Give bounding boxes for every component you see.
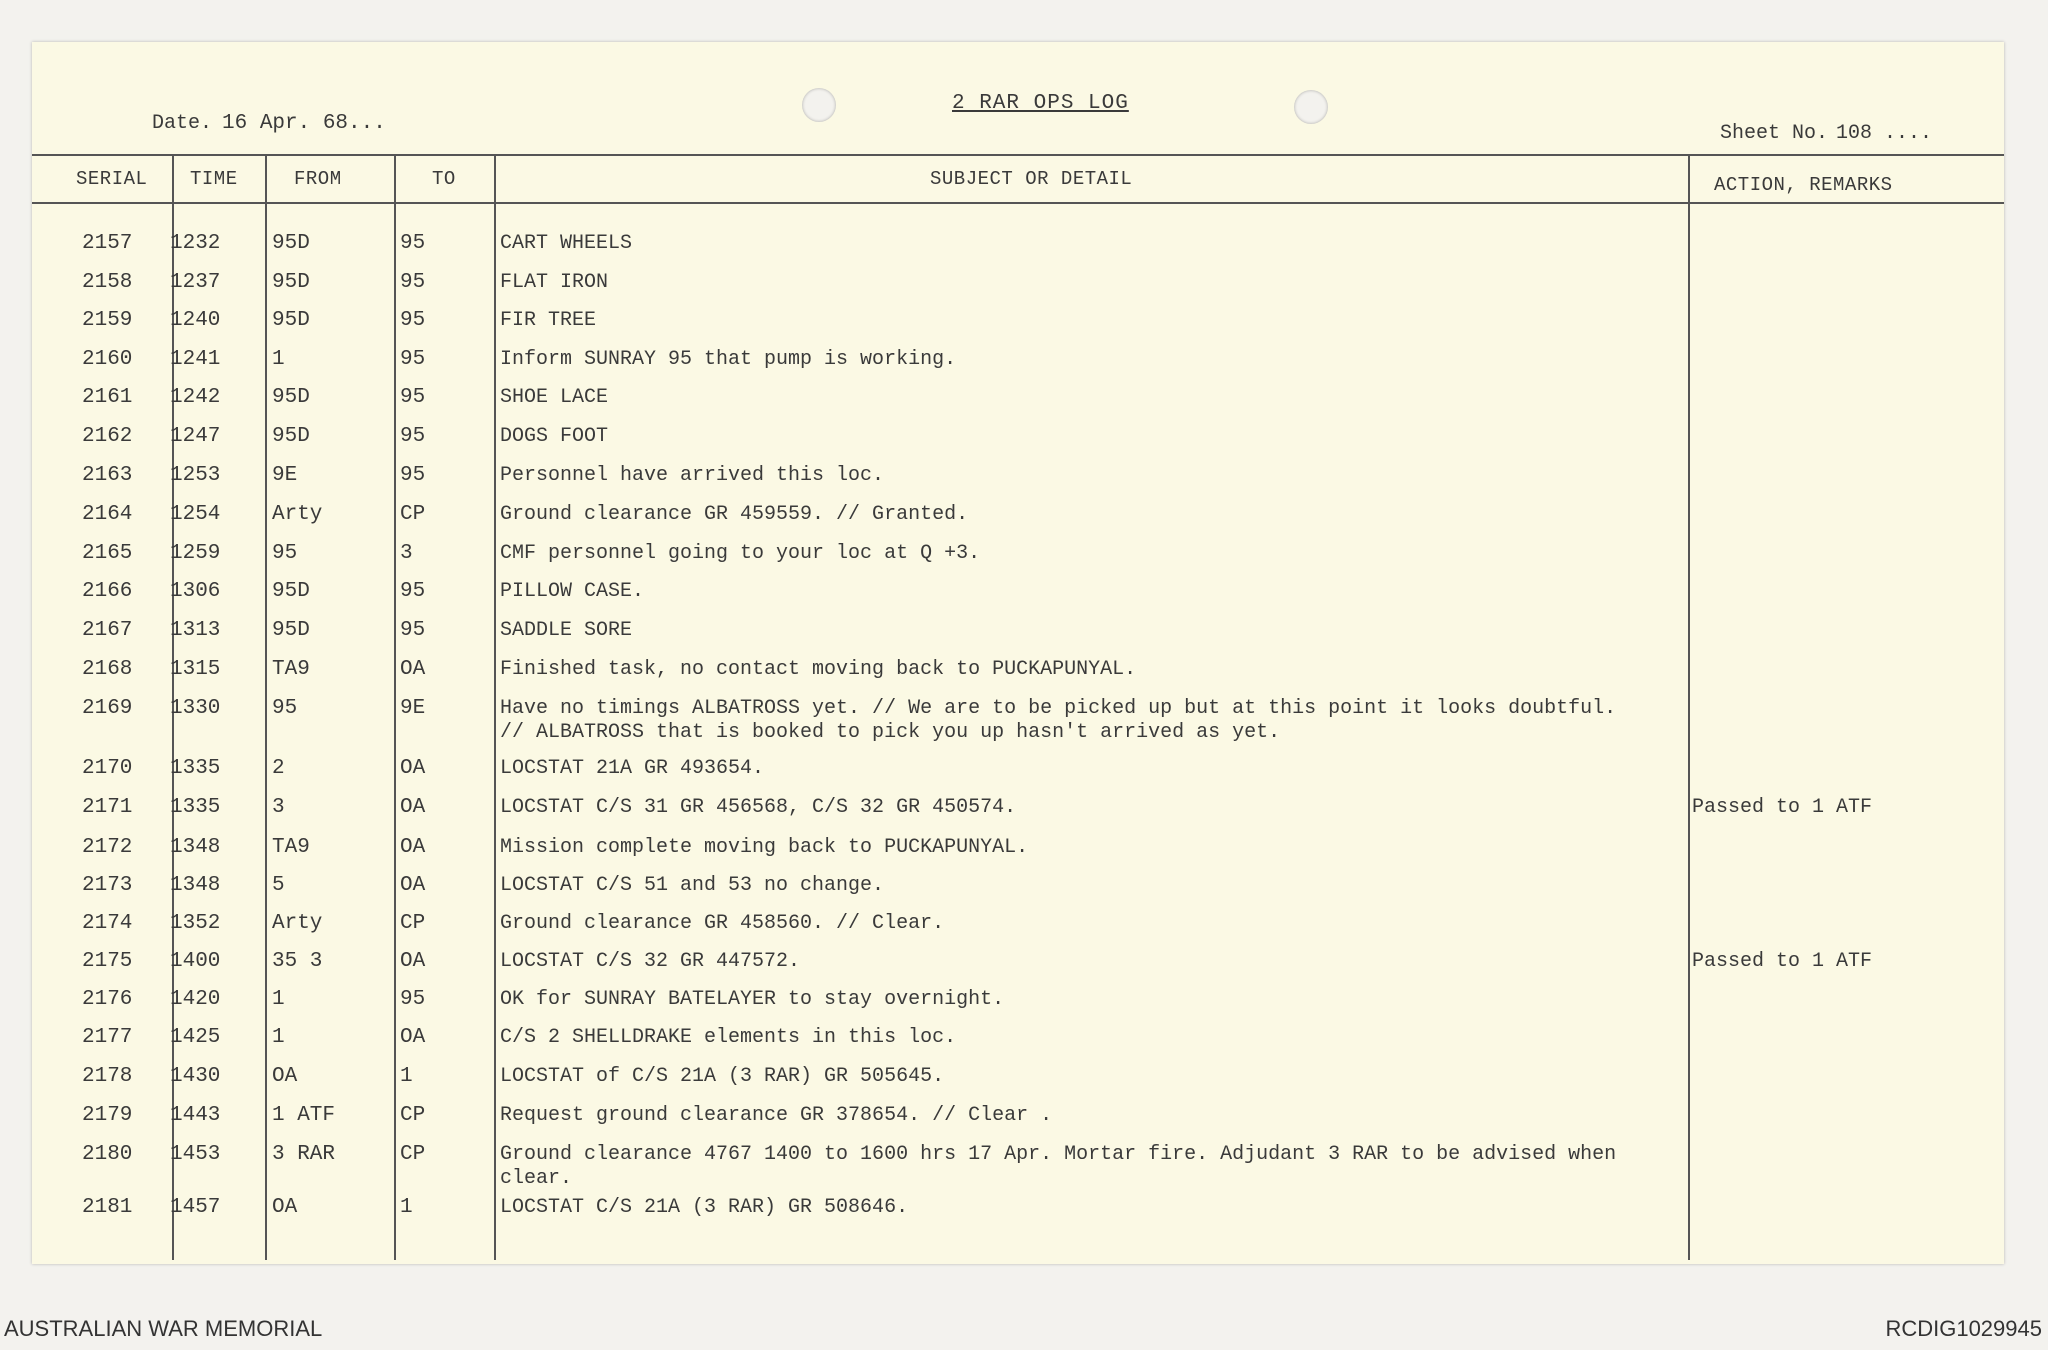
sheet-number-value: 108 .... bbox=[1836, 122, 1933, 145]
table-row bbox=[32, 348, 2004, 378]
table-row bbox=[32, 1065, 2004, 1095]
time-cell: 1240 bbox=[170, 309, 221, 332]
table-row bbox=[32, 271, 2004, 301]
date-label: Date. bbox=[152, 112, 213, 135]
from-cell: 1 bbox=[272, 988, 285, 1011]
to-cell: 95 bbox=[400, 232, 426, 255]
serial-cell: 2179 bbox=[82, 1104, 133, 1127]
to-cell: 95 bbox=[400, 348, 426, 371]
detail-cell bbox=[500, 836, 1028, 860]
detail-line: Ground clearance 4767 1400 to 1600 hrs 17 Apr. Mortar fire. Adjudant 3 RAR to be advised when bbox=[500, 1143, 1617, 1166]
time-cell: 1443 bbox=[170, 1104, 221, 1127]
from-cell: 95D bbox=[272, 232, 310, 255]
serial-cell: 2172 bbox=[82, 836, 133, 859]
serial-cell: 2169 bbox=[82, 697, 133, 720]
serial-cell: 2175 bbox=[82, 950, 133, 973]
detail-line: LOCSTAT of C/S 21A (3 RAR) GR 505645. bbox=[500, 1065, 945, 1088]
col-header-to: TO bbox=[432, 168, 456, 190]
table-row bbox=[32, 836, 2004, 866]
time-cell: 1420 bbox=[170, 988, 221, 1011]
to-cell: 9E bbox=[400, 697, 426, 720]
serial-cell: 2168 bbox=[82, 658, 133, 681]
detail-line: CART WHEELS bbox=[500, 232, 633, 255]
header-top-rule bbox=[32, 154, 2004, 156]
to-cell: CP bbox=[400, 912, 426, 935]
from-cell: TA9 bbox=[272, 658, 310, 681]
table-row bbox=[32, 658, 2004, 688]
detail-line: DOGS FOOT bbox=[500, 425, 609, 448]
time-cell: 1247 bbox=[170, 425, 221, 448]
to-cell: OA bbox=[400, 874, 426, 897]
detail-line: LOCSTAT C/S 32 GR 447572. bbox=[500, 950, 801, 973]
from-cell: 95 bbox=[272, 542, 298, 565]
detail-line: LOCSTAT C/S 31 GR 456568, C/S 32 GR 450574. bbox=[500, 796, 1017, 819]
from-cell: 2 bbox=[272, 757, 285, 780]
from-cell: 5 bbox=[272, 874, 285, 897]
punch-hole-left bbox=[802, 88, 836, 122]
from-cell: 95 bbox=[272, 697, 298, 720]
detail-cell bbox=[500, 386, 608, 410]
col-header-serial: SERIAL bbox=[76, 168, 148, 190]
time-cell: 1457 bbox=[170, 1196, 221, 1219]
log-sheet bbox=[32, 42, 2004, 1264]
time-cell: 1348 bbox=[170, 874, 221, 897]
table-row bbox=[32, 697, 2004, 744]
from-cell: 95D bbox=[272, 309, 310, 332]
to-cell: 95 bbox=[400, 464, 426, 487]
time-cell: 1232 bbox=[170, 232, 221, 255]
detail-cell bbox=[500, 309, 596, 333]
table-row bbox=[32, 874, 2004, 904]
detail-line: Have no timings ALBATROSS yet. // We are to be picked up but at this point it looks doubtful. bbox=[500, 697, 1617, 720]
serial-cell: 2158 bbox=[82, 271, 133, 294]
to-cell: CP bbox=[400, 1104, 426, 1127]
detail-cell bbox=[500, 1026, 956, 1050]
sheet-number-label: Sheet No. bbox=[1720, 122, 1829, 145]
table-row bbox=[32, 503, 2004, 533]
detail-line: FLAT IRON bbox=[500, 271, 609, 294]
detail-cell bbox=[500, 757, 764, 781]
time-cell: 1237 bbox=[170, 271, 221, 294]
time-cell: 1241 bbox=[170, 348, 221, 371]
to-cell: OA bbox=[400, 950, 426, 973]
serial-cell: 2159 bbox=[82, 309, 133, 332]
to-cell: 1 bbox=[400, 1065, 413, 1088]
time-cell: 1259 bbox=[170, 542, 221, 565]
time-cell: 1315 bbox=[170, 658, 221, 681]
detail-line: Mission complete moving back to PUCKAPUNYAL. bbox=[500, 836, 1029, 859]
serial-cell: 2161 bbox=[82, 386, 133, 409]
detail-cell bbox=[500, 697, 1616, 745]
from-cell: 95D bbox=[272, 580, 310, 603]
col-header-detail: SUBJECT OR DETAIL bbox=[930, 168, 1133, 190]
detail-cell bbox=[500, 232, 632, 256]
time-cell: 1306 bbox=[170, 580, 221, 603]
to-cell: 95 bbox=[400, 309, 426, 332]
to-cell: 95 bbox=[400, 271, 426, 294]
detail-cell bbox=[500, 1143, 1616, 1191]
detail-line: Finished task, no contact moving back to PUCKAPUNYAL. bbox=[500, 658, 1137, 681]
detail-line: LOCSTAT C/S 21A (3 RAR) GR 508646. bbox=[500, 1196, 909, 1219]
detail-line: Ground clearance GR 459559. // Granted. bbox=[500, 503, 969, 526]
to-cell: 95 bbox=[400, 386, 426, 409]
detail-line: LOCSTAT 21A GR 493654. bbox=[500, 757, 765, 780]
serial-cell: 2171 bbox=[82, 796, 133, 819]
from-cell: OA bbox=[272, 1065, 298, 1088]
from-cell: 3 bbox=[272, 796, 285, 819]
detail-line: C/S 2 SHELLDRAKE elements in this loc. bbox=[500, 1026, 957, 1049]
to-cell: 95 bbox=[400, 425, 426, 448]
from-cell: 95D bbox=[272, 271, 310, 294]
col-header-from: FROM bbox=[294, 168, 342, 190]
from-cell: 1 bbox=[272, 348, 285, 371]
table-row bbox=[32, 988, 2004, 1018]
table-row bbox=[32, 950, 2004, 980]
detail-line: Ground clearance GR 458560. // Clear. bbox=[500, 912, 945, 935]
to-cell: 95 bbox=[400, 619, 426, 642]
serial-cell: 2177 bbox=[82, 1026, 133, 1049]
table-row bbox=[32, 464, 2004, 494]
detail-cell bbox=[500, 542, 980, 566]
table-row bbox=[32, 1104, 2004, 1134]
to-cell: OA bbox=[400, 1026, 426, 1049]
table-row bbox=[32, 425, 2004, 455]
action-cell: Passed to 1 ATF bbox=[1692, 796, 1873, 819]
table-row bbox=[32, 757, 2004, 787]
table-row bbox=[32, 619, 2004, 649]
from-cell: 35 3 bbox=[272, 950, 323, 973]
detail-cell bbox=[500, 348, 956, 372]
detail-cell bbox=[500, 658, 1136, 682]
time-cell: 1348 bbox=[170, 836, 221, 859]
table-row bbox=[32, 796, 2004, 826]
detail-cell bbox=[500, 988, 1004, 1012]
time-cell: 1453 bbox=[170, 1143, 221, 1166]
time-cell: 1313 bbox=[170, 619, 221, 642]
footer-right: RCDIG1029945 bbox=[1885, 1316, 2042, 1341]
from-cell: 95D bbox=[272, 619, 310, 642]
table-row bbox=[32, 1026, 2004, 1056]
detail-line: Inform SUNRAY 95 that pump is working. bbox=[500, 348, 957, 371]
detail-cell bbox=[500, 1196, 908, 1220]
time-cell: 1330 bbox=[170, 697, 221, 720]
from-cell: 1 ATF bbox=[272, 1104, 336, 1127]
serial-cell: 2160 bbox=[82, 348, 133, 371]
time-cell: 1335 bbox=[170, 796, 221, 819]
to-cell: 3 bbox=[400, 542, 413, 565]
detail-cell bbox=[500, 1104, 1052, 1128]
time-cell: 1242 bbox=[170, 386, 221, 409]
serial-cell: 2180 bbox=[82, 1143, 133, 1166]
col-header-action: ACTION, REMARKS bbox=[1714, 174, 1893, 196]
table-row bbox=[32, 1196, 2004, 1226]
detail-cell bbox=[500, 464, 884, 488]
serial-cell: 2164 bbox=[82, 503, 133, 526]
to-cell: 95 bbox=[400, 988, 426, 1011]
date-value: 16 Apr. 68... bbox=[222, 112, 386, 135]
to-cell: OA bbox=[400, 796, 426, 819]
from-cell: TA9 bbox=[272, 836, 310, 859]
time-cell: 1425 bbox=[170, 1026, 221, 1049]
to-cell: OA bbox=[400, 658, 426, 681]
col-header-time: TIME bbox=[190, 168, 238, 190]
serial-cell: 2166 bbox=[82, 580, 133, 603]
serial-cell: 2178 bbox=[82, 1065, 133, 1088]
detail-line: OK for SUNRAY BATELAYER to stay overnight. bbox=[500, 988, 1005, 1011]
to-cell: 1 bbox=[400, 1196, 413, 1219]
detail-line: FIR TREE bbox=[500, 309, 597, 332]
serial-cell: 2176 bbox=[82, 988, 133, 1011]
time-cell: 1253 bbox=[170, 464, 221, 487]
document-title: 2 RAR OPS LOG bbox=[952, 92, 1129, 115]
to-cell: CP bbox=[400, 1143, 426, 1166]
serial-cell: 2167 bbox=[82, 619, 133, 642]
serial-cell: 2174 bbox=[82, 912, 133, 935]
from-cell: 95D bbox=[272, 386, 310, 409]
table-row bbox=[32, 232, 2004, 262]
table-row bbox=[32, 580, 2004, 610]
detail-line: CMF personnel going to your loc at Q +3. bbox=[500, 542, 981, 565]
from-cell: Arty bbox=[272, 503, 323, 526]
detail-cell bbox=[500, 874, 884, 898]
time-cell: 1254 bbox=[170, 503, 221, 526]
detail-cell bbox=[500, 619, 632, 643]
detail-line: Personnel have arrived this loc. bbox=[500, 464, 885, 487]
serial-cell: 2173 bbox=[82, 874, 133, 897]
detail-cell bbox=[500, 425, 608, 449]
time-cell: 1335 bbox=[170, 757, 221, 780]
detail-cell bbox=[500, 912, 944, 936]
table-row bbox=[32, 912, 2004, 942]
to-cell: 95 bbox=[400, 580, 426, 603]
from-cell: Arty bbox=[272, 912, 323, 935]
footer-left: AUSTRALIAN WAR MEMORIAL bbox=[4, 1316, 323, 1341]
table-row bbox=[32, 386, 2004, 416]
detail-line: PILLOW CASE. bbox=[500, 580, 645, 603]
serial-cell: 2165 bbox=[82, 542, 133, 565]
serial-cell: 2170 bbox=[82, 757, 133, 780]
detail-cell bbox=[500, 503, 968, 527]
detail-cell bbox=[500, 271, 608, 295]
table-row bbox=[32, 309, 2004, 339]
serial-cell: 2181 bbox=[82, 1196, 133, 1219]
sheet-number-field bbox=[1720, 122, 1932, 145]
detail-cell bbox=[500, 796, 1016, 820]
detail-cell bbox=[500, 580, 644, 604]
detail-line-continued: // ALBATROSS that is booked to pick you up hasn't arrived as yet. bbox=[500, 721, 1281, 744]
to-cell: CP bbox=[400, 503, 426, 526]
header-bottom-rule bbox=[32, 202, 2004, 204]
detail-cell bbox=[500, 950, 800, 974]
time-cell: 1400 bbox=[170, 950, 221, 973]
detail-line: SADDLE SORE bbox=[500, 619, 633, 642]
to-cell: OA bbox=[400, 836, 426, 859]
from-cell: 95D bbox=[272, 425, 310, 448]
date-field bbox=[152, 112, 386, 135]
detail-cell bbox=[500, 1065, 944, 1089]
detail-line: LOCSTAT C/S 51 and 53 no change. bbox=[500, 874, 885, 897]
to-cell: OA bbox=[400, 757, 426, 780]
detail-line: SHOE LACE bbox=[500, 386, 609, 409]
table-row bbox=[32, 542, 2004, 572]
from-cell: OA bbox=[272, 1196, 298, 1219]
serial-cell: 2162 bbox=[82, 425, 133, 448]
table-row bbox=[32, 1143, 2004, 1190]
action-cell: Passed to 1 ATF bbox=[1692, 950, 1873, 973]
detail-line: Request ground clearance GR 378654. // Clear . bbox=[500, 1104, 1053, 1127]
time-cell: 1430 bbox=[170, 1065, 221, 1088]
punch-hole-right bbox=[1294, 90, 1328, 124]
detail-line-continued: clear. bbox=[500, 1167, 573, 1190]
from-cell: 3 RAR bbox=[272, 1143, 336, 1166]
serial-cell: 2163 bbox=[82, 464, 133, 487]
time-cell: 1352 bbox=[170, 912, 221, 935]
from-cell: 1 bbox=[272, 1026, 285, 1049]
serial-cell: 2157 bbox=[82, 232, 133, 255]
from-cell: 9E bbox=[272, 464, 298, 487]
